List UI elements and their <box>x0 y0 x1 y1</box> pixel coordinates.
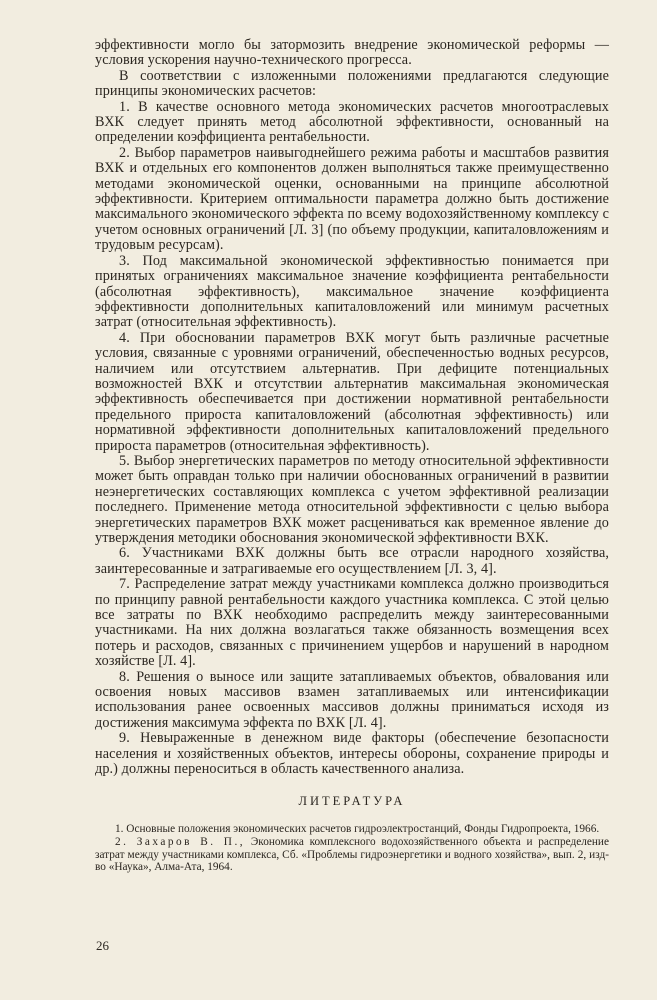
text-column <box>95 38 609 875</box>
reference-2-author: 2. Захаров В. П., <box>115 836 246 849</box>
reference-2 <box>95 836 609 874</box>
principle-9: 9. Невыраженные в денежном виде факторы (обеспечение безопасности населения и хозяйственных объектов, интересы обороны, сохранение природы и др.) должны переноситься в область качественного анализа. <box>95 730 609 778</box>
principle-3: 3. Под максимальной экономической эффективностью понимается при принятых ограничениях максимальное значение коэффициента рентабельности (абсолютная эффективность), максимальное значение коэффициента эффективности дополнительных капиталовложений или минимум расчетных затрат (относительная эффективность). <box>95 252 609 331</box>
page-number: 26 <box>96 938 109 953</box>
paragraph-intro: В соответствии с изложенными положениями предлагаются следующие принципы экономических расчетов: <box>95 67 609 100</box>
literature-heading: ЛИТЕРАТУРА <box>298 793 406 808</box>
principle-7: 7. Распределение затрат между участниками комплекса должно производиться по принципу равной рентабельности каждого участника комплекса. С этой целью все затраты по ВХК необходимо распределить между заинтересованными участниками. На них должна возлагаться также обязанность возмещения всех потерь и расходов, связанных с причинением ущербов и нарушений в народном хозяйстве [Л. 4]. <box>95 576 609 670</box>
principle-5: 5. Выбор энергетических параметров по методу относительной эффективности может быть оправдан только при наличии обоснованных ограничений в развитии неэнергетических составляющих комплекса с учетом эффективной реализации последнего. Применение метода относительной эффективности с целью выбора энергетических параметров ВХК может расцениваться как временное явление до утверждения методики обоснования экономической эффективности ВХК. <box>95 452 609 546</box>
reference-2-text: Экономика комплексного водохозяйственного объекта и распределение затрат между участниками комплекса, Сб. «Проблемы гидроэнергетики и водного хозяйства», вып. 2, изд-во «Наука», Алма-Ата, 1964. <box>95 836 609 874</box>
principle-4: 4. При обосновании параметров ВХК могут быть различные расчетные условия, связанные с уровнями ограничений, обеспеченностью водных ресурсов, наличием или отсутствием альтернатив. При дефиците потенциальных возможностей ВХК и отсутствии альтернатив максимальная экономическая эффективность обеспечивается при достижении нормативной рентабельности предельного прироста капиталовложений (абсолютная эффективность) или нормативной эффективности дополнительных капиталовложений предельного прироста параметров (относительная эффективность). <box>95 329 609 454</box>
paragraph-continuation: эффективности могло бы затормозить внедрение экономической реформы — условия ускорения научно-технического прогресса. <box>95 37 609 69</box>
reference-1-text: 1. Основные положения экономических расчетов гидроэлектростанций, Фонды Гидропроекта, 1966. <box>115 822 600 835</box>
principle-8: 8. Решения о выносе или защите затапливаемых объектов, обвалования или освоения новых массивов взамен затапливаемых или интенсификации использования ранее освоенных массивов должны приниматься исходя из достижения максимума эффекта по ВХК [Л. 4]. <box>95 668 609 731</box>
reference-1 <box>95 823 609 836</box>
principle-6: 6. Участниками ВХК должны быть все отрасли народного хозяйства, заинтересованные и затрагиваемые его осуществлением [Л. 3, 4]. <box>95 545 609 577</box>
principle-1: 1. В качестве основного метода экономических расчетов многоотраслевых ВХК следует принять метод абсолютной эффективности, основанный на определении коэффициента рентабельности. <box>95 98 609 146</box>
principle-2: 2. Выбор параметров наивыгоднейшего режима работы и масштабов развития ВХК и отдельных его компонентов должен выполняться также преимущественно методами экономической оценки, основанными на принципе абсолютной эффективности. Критерием оптимальности параметра должно быть достижение максимального экономического эффекта по всему водохозяйственному комплексу с учетом основных ограничений [Л. 3] (по объему продукции, капиталовложениям и трудовым ресурсам). <box>95 144 609 254</box>
